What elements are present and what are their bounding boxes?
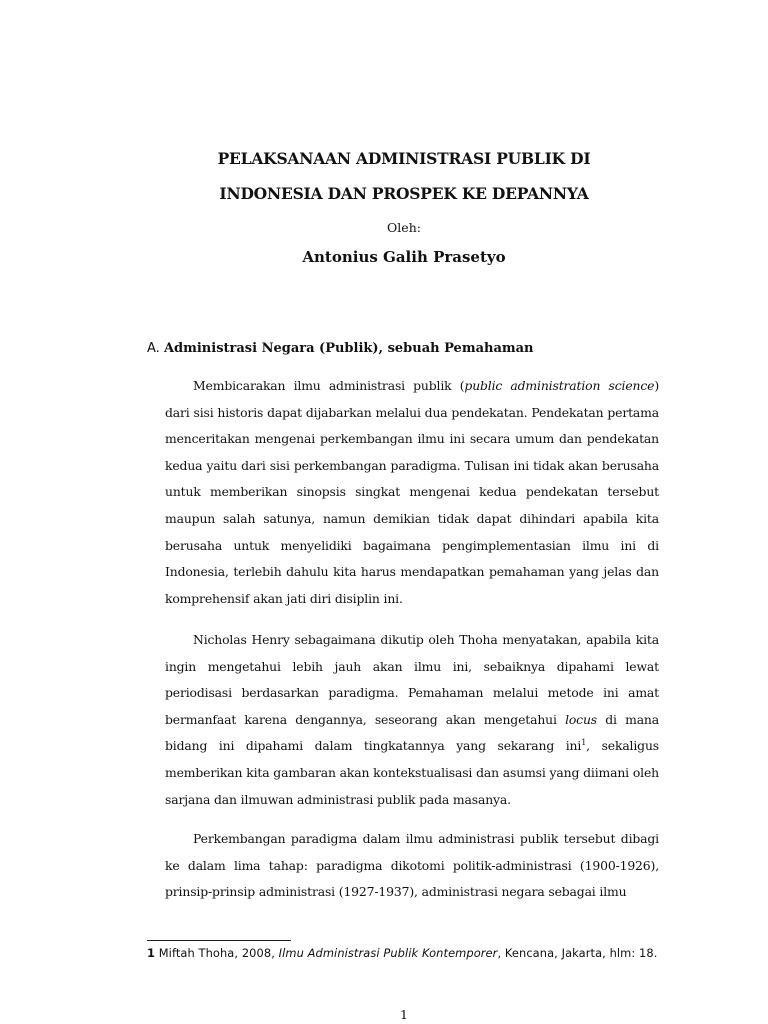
- paragraph-1: [165, 373, 659, 612]
- footnote-italic: Ilmu Administrasi Publik Kontemporer: [278, 946, 498, 960]
- footnote-separator: [147, 940, 291, 941]
- title-line-1: PELAKSANAAN ADMINISTRASI PUBLIK DI: [217, 149, 591, 168]
- paragraph-1-italic: public administration science: [464, 378, 655, 393]
- page-number: 1: [400, 1007, 408, 1022]
- paragraph-1-text-b: ) dari sisi historis dapat dijabarkan melalui dua pendekatan. Pendekatan pertama menceritakan mengenai perkembangan ilmu ini secara umum dan pendekatan kedua yaitu dari sisi perkembangan paradigma. Tulisan ini tidak akan berusaha untuk memberikan sinopsis singkat mengenai kedua pendekatan tersebut maupun salah satunya, namun demikian tidak dapat dihindari apabila kita berusaha untuk menyelidiki bagaimana pengimplementasian ilmu ini di Indonesia, terlebih dahulu kita harus mendapatkan pemahaman yang jelas dan komprehensif akan jati diri disiplin ini.: [165, 378, 659, 606]
- paragraph-3: [165, 826, 659, 906]
- section-heading: [147, 341, 534, 356]
- section-heading-text: Administrasi Negara (Publik), sebuah Pemahaman: [163, 341, 534, 356]
- footnote-number: 1: [147, 946, 156, 960]
- byline: Oleh:: [387, 220, 421, 235]
- paragraph-3-text: Perkembangan paradigma dalam ilmu administrasi publik tersebut dibagi ke dalam lima tahap: paradigma dikotomi politik-administrasi (1900-1926), prinsip-prinsip administrasi (1927-1937), administrasi negara sebagai ilmu: [165, 831, 659, 900]
- paragraph-2-text-a: Nicholas Henry sebagaimana dikutip oleh Thoha menyatakan, apabila kita ingin mengetahui lebih jauh akan ilmu ini, sebaiknya dipahami lewat periodisasi berdasarkan paradigma. Pemahaman melalui metode ini amat bermanfaat karena dengannya, seseorang akan mengetahui: [165, 632, 659, 727]
- paragraph-2-italic: locus: [565, 711, 598, 727]
- paragraph-2-text-c: , sekaligus memberikan kita gambaran akan kontekstualisasi dan asumsi yang diimani oleh sarjana dan ilmuwan administrasi publik pada masanya.: [165, 738, 659, 807]
- footnote-reference[interactable]: 1: [581, 738, 587, 748]
- section-marker: A.: [147, 341, 160, 356]
- author-name: Antonius Galih Prasetyo: [302, 248, 506, 266]
- footnote-text-b: , Kencana, Jakarta, hlm: 18.: [497, 946, 658, 960]
- paragraph-2-text-b: di mana bidang ini dipahami dalam tingkatannya yang sekarang ini: [165, 711, 659, 754]
- footnote-text-a: Miftah Thoha, 2008,: [155, 946, 279, 960]
- footnote: [147, 945, 667, 962]
- title-line-2: INDONESIA DAN PROSPEK KE DEPANNYA: [219, 184, 589, 203]
- paragraph-1-text-a: Membicarakan ilmu administrasi publik (: [193, 378, 465, 393]
- paragraph-2: [165, 627, 659, 813]
